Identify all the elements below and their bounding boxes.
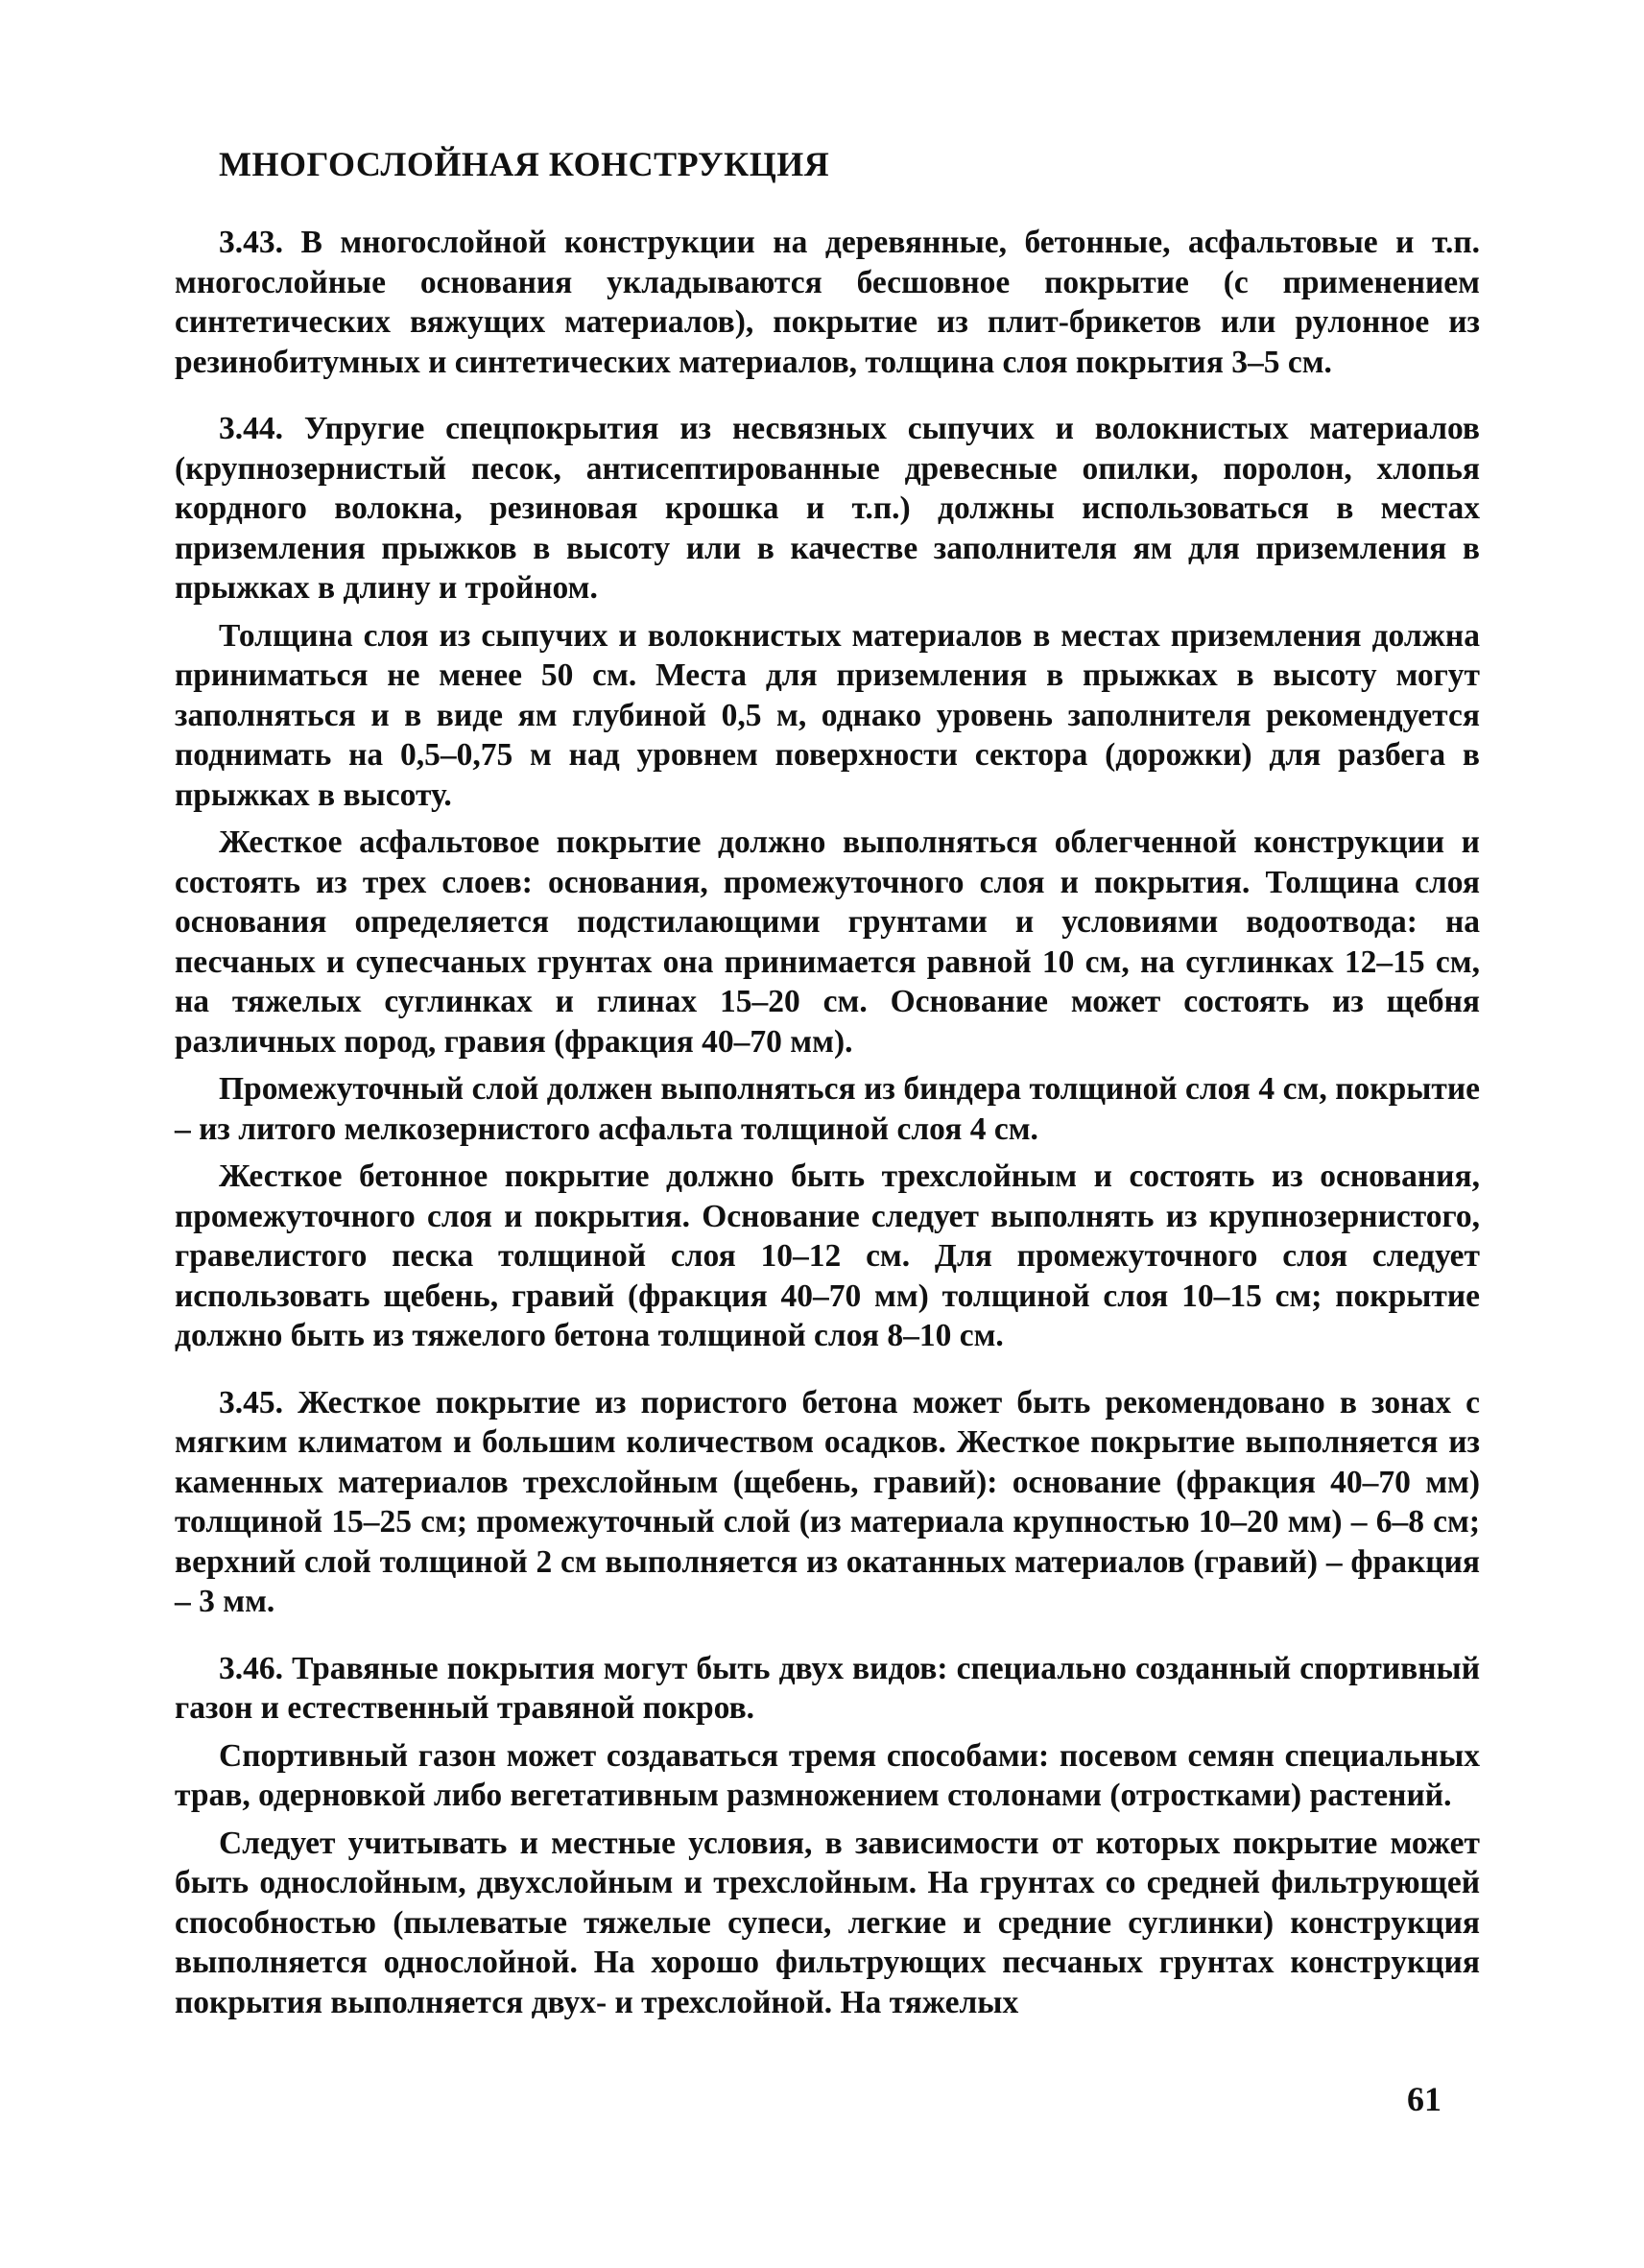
paragraph-local-conditions: Следует учитывать и местные условия, в зависимости от которых покрытие может быть однослойным, двухслойным и трехслойным. На грунтах со средней фильтрующей способностью (пылеватые тяжелые супеси, легкие и средние суглинки) конструкция выполняется однослойной. На хорошо фильтрующих песчаных грунтах конструкция покрытия выполняется двух- и трехслойной. На тяжелых	[175, 1825, 1480, 2020]
paragraph-3-45: 3.45. Жесткое покрытие из пористого бетона может быть рекомендовано в зонах с мягким климатом и большим количеством осадков. Жесткое покрытие выполняется из каменных материалов трехслойным (щебень, гравий): основание (фракция 40–70 мм) толщиной 15–25 см; промежуточный слой (из материала крупностью 10–20 мм) – 6–8 см; верхний слой толщиной 2 см выполняется из окатанных материалов (гравий) – фракция – 3 мм.	[175, 1384, 1480, 1619]
paragraph-intermediate-layer: Промежуточный слой должен выполняться из биндера толщиной слоя 4 см, покрытие – из литого мелкозернистого асфальта толщиной слоя 4 см.	[175, 1071, 1480, 1147]
paragraph-3-46: 3.46. Травяные покрытия могут быть двух видов: специально созданный спортивный газон и естественный травяной покров.	[175, 1650, 1480, 1726]
paragraph-sports-lawn: Спортивный газон может создаваться тремя способами: посевом семян специальных трав, одерновкой либо вегетативным размножением столонами (отростками) растений.	[175, 1737, 1480, 1813]
paragraph-3-44: 3.44. Упругие спецпокрытия из несвязных сыпучих и волокнистых материалов (крупнозернистый песок, антисептированные древесные опилки, поролон, хлопья кордного волокна, резиновая крошка и т.п.) должны использоваться в местах приземления прыжков в высоту или в качестве заполнителя ям для приземления в прыжках в длину и тройном.	[175, 411, 1480, 606]
paragraph-3-43: 3.43. В многослойной конструкции на деревянные, бетонные, асфальтовые и т.п. многослойные основания укладываются бесшовное покрытие (с применением синтетических вяжущих материалов), покрытие из плит-брикетов или рулонное из резинобитумных и синтетических материалов, толщина слоя покрытия 3–5 см.	[175, 225, 1480, 380]
page-number: 61	[1407, 2080, 1441, 2118]
section-heading: МНОГОСЛОЙНАЯ КОНСТРУКЦИЯ	[219, 145, 830, 183]
paragraph-concrete-coating: Жесткое бетонное покрытие должно быть трехслойным и состоять из основания, промежуточного слоя и покрытия. Основание следует выполнять из крупнозернистого, гравелистого песка толщиной слоя 10–12 см. Для промежуточного слоя следует использовать щебень, гравий (фракция 40–70 мм) толщиной слоя 10–15 см; покрытие должно быть из тяжелого бетона толщиной слоя 8–10 см.	[175, 1158, 1480, 1353]
paragraph-asphalt-coating: Жесткое асфальтовое покрытие должно выполняться облегченной конструкции и состоять из трех слоев: основания, промежуточного слоя и покрытия. Толщина слоя основания определяется подстилающими грунтами и условиями водоотвода: на песчаных и супесчаных грунтах она принимается равной 10 см, на суглинках 12–15 см, на тяжелых суглинках и глинах 15–20 см. Основание может состоять из щебня различных пород, гравия (фракция 40–70 мм).	[175, 824, 1480, 1060]
paragraph-landing-thickness: Толщина слоя из сыпучих и волокнистых материалов в местах приземления должна приниматься не менее 50 см. Места для приземления в прыжках в высоту могут заполняться и в виде ям глубиной 0,5 м, однако уровень заполнителя рекомендуется поднимать на 0,5–0,75 м над уровнем поверхности сектора (дорожки) для разбега в прыжках в высоту.	[175, 617, 1480, 813]
document-page	[175, 144, 1480, 2030]
